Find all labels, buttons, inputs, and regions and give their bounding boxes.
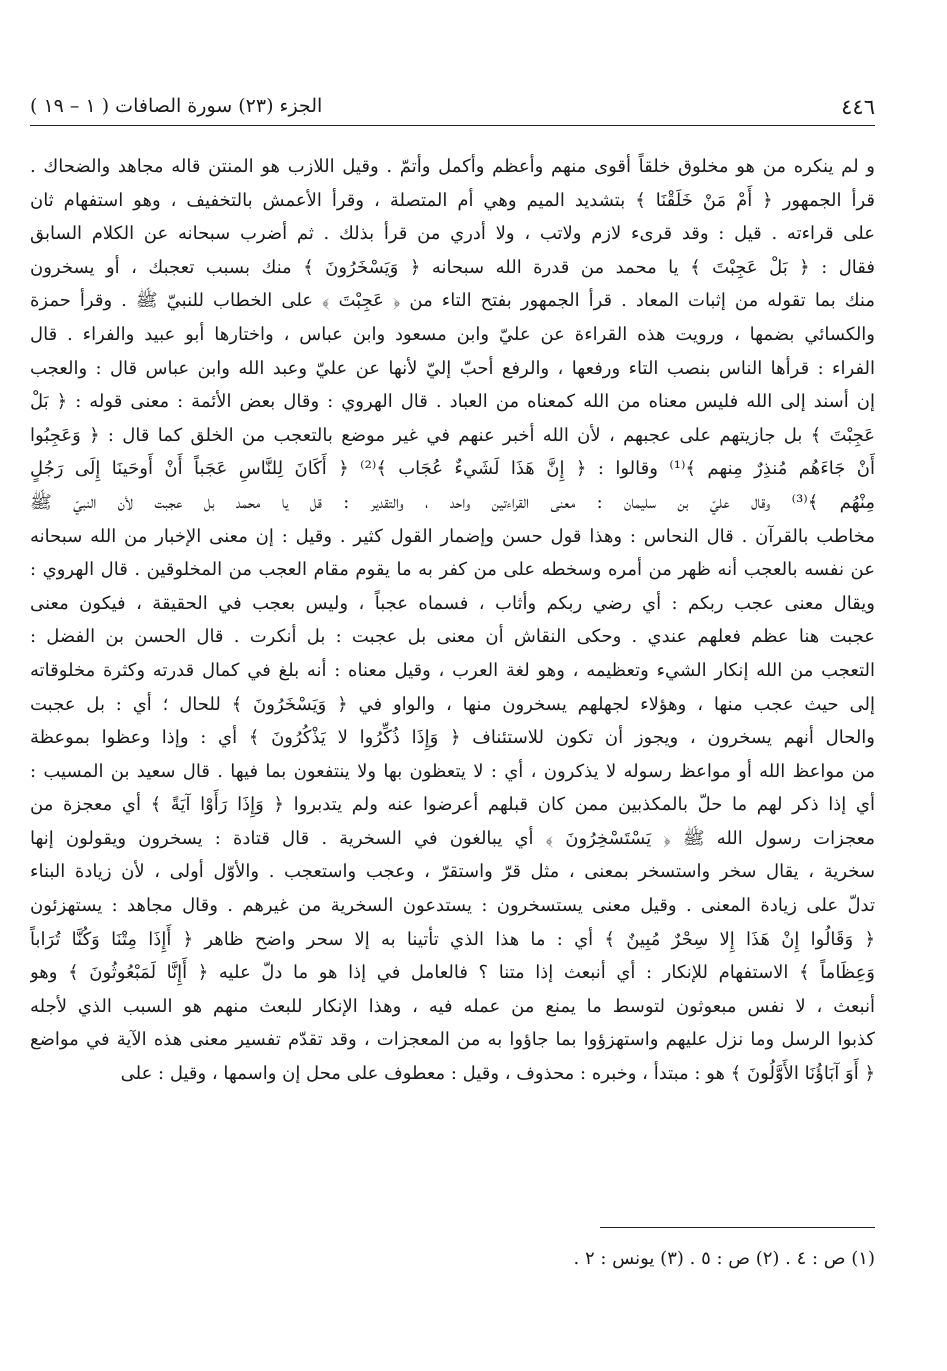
text-line: عجبت هنا عظم فعلهم عندي . وحكى النقاش أن معنى بل عجبت : بل أنكرت . قال الحسن بن الفضل : [30, 626, 875, 648]
text-line: و لم ينكره من هو مخلوق خلقاً أقوى منهم وأعظم وأكمل وأتمّ . وقيل اللازب هو المنتن قاله مجاهد والضحاك . [30, 156, 875, 177]
footnotes: (١) ص : ٤ . (٢) ص : ٥ . (٣) يونس : ٢ . [573, 1248, 875, 1269]
text-line: قرأ الجمهور ﴿ أَمْ مَنْ خَلَقْنَا ﴾ بتشديد الميم وهي أم المتصلة ، وقرأ الأعمش بالتخفيف ، وهو استفهام ثان [30, 189, 875, 211]
text-line: كذبوا الرسل وما نزل عليهم واستهزؤوا بما جاؤوا به من المعجزات ، وقد تقدّم تفسير معنى هذه الآية في مواضع [30, 1029, 875, 1051]
text-line: عن نفسه بالعجب أنه ظهر من أمره وسخطه على من كفر به ما يقوم مقام العجب من المخلوقين . قال الهروي : [30, 559, 875, 581]
text-line: الفراء : قرأها الناس بنصب التاء ورفعها ، والرفع أحبّ إليّ لأنها عن عليّ وعبد الله وابن عباس قال : والعجب [30, 357, 875, 379]
page-header [30, 95, 875, 126]
text-line: أي إذا ذكر لهم ما حلّ بالمكذبين ممن كان قبلهم أعرضوا عنه ولم يتدبروا ﴿ وَإِذَا رَأَوْا آيَةً ﴾ أي معجزة من [30, 794, 875, 816]
footnote-divider [600, 1227, 875, 1228]
text-line: تدلّ على زيادة المعنى . وقيل معنى يستسخرون : يستدعون السخرية من غيرهم . وقال مجاهد : يستهزئون [30, 895, 875, 917]
text-line: أَنْ جَاءَهُم مُنذِرٌ مِنهم ﴾⁽¹⁾ وقالوا : ﴿ إِنَّ هَذَا لَشَيءٌ عُجَاب ﴾⁽²⁾ ﴿ أَكَانَ لِلنَّاسِ عَجَباً أَنْ أَوحَينَا إِلَى رَجُلٍ [30, 458, 875, 480]
text-line: ﴿ وَقَالُوا إِنْ هَذَا إِلا سِحْرٌ مُبِينٌ ﴾ أي : ما هذا الذي تأتينا به إلا سحر واضح ظاهر ﴿ أَإِذَا مِتْنَا وَكُنَّا تُرَاباً [30, 928, 875, 950]
text-line: والكسائي بضمها ، ورويت هذه القراءة عن عليّ وابن مسعود وابن عباس ، واختارها أبو عبيد والفراء . قال [30, 323, 875, 345]
text-line: سخرية ، يقال سخر واستسخر بمعنى ، مثل قرّ واستقرّ ، وعجب واستعجب . والأوّل أولى ، لأن زيادة البناء [30, 861, 875, 883]
text-line: ويقال معنى عجب ربكم : أي رضي ربكم وأثاب ، فسماه عجباً ، وليس بعجب في الحقيقة ، فيكون معنى [30, 592, 875, 614]
text-line: عَجِبْتَ ﴾ بل جازيتهم على عجبهم ، لأن الله أخبر عنهم في غير موضع بالتعجب من الخلق كما قال : ﴿ وَعَجِبُوا [30, 424, 875, 446]
text-line: مخاطب بالقرآن . قال النحاس : وهذا قول حسن وإضمار القول كثير . وقيل : إن معنى الإخبار من الله سبحانه [30, 525, 875, 547]
text-line: على قراءته . قيل : وقد قرىء لازم ولاتب ، ولا أدري من قرأ بذلك . ثم أضرب سبحانه عن الكلام السابق [30, 223, 875, 245]
text-line: من مواعظ الله أو مواعظ رسوله لا يذكرون ، أي : لا يتعظون بها ولا ينتفعون بما فيها . قال سعيد بن المسيب : [30, 760, 875, 782]
text-line: إلى حيث عجب منها ، وهؤلاء لجهلهم يسخرون منها ، والواو في ﴿ وَيَسْخَرُونَ ﴾ للحال ؛ أي : بل عجبت [30, 693, 875, 715]
text-line: أنبعث ، لا نفس مبعوثون لتوسط ما يمنع من عمله فيه ، وهذا الإنكار للبعث منهم هو السبب الذي لأجله [30, 995, 875, 1017]
text-line: وَعِظَاماً ﴾ الاستفهام للإنكار : أي أنبعث إذا متنا ؟ فالعامل في إذا هو ما دلّ عليه ﴿ أَإِنَّا لَمَبْعُوثُونَ ﴾ وهو [30, 962, 875, 984]
text-line: منك بما تقوله من إثبات المعاد . قرأ الجمهور بفتح التاء من ﴿ عَجِبْتَ ﴾ على الخطاب للنبيّ ﷺ . وقرأ حمزة [30, 290, 875, 312]
page-number: ٤٤٦ [841, 95, 875, 119]
running-title: الجزء (٢٣) سورة الصافات ( ١ – ١٩ ) [30, 95, 323, 117]
text-line: إن أسند إلى الله فليس معناه من الله كمعناه من العباد . قال الهروي : وقال بعض الأئمة : معنى قوله : ﴿ بَلْ [30, 391, 875, 413]
text-line: فقال : ﴿ بَلْ عَجِبْتَ ﴾ يا محمد من قدرة الله سبحانه ﴿ وَيَسْخَرُونَ ﴾ منك بسبب تعجبك ، أو يسخرون [30, 256, 875, 278]
text-line: والحال أنهم يسخرون ، ويجوز أن تكون للاستئناف ﴿ وَإِذَا ذُكِّرُوا لا يَذْكُرُونَ ﴾ أي : وإذا وعظوا بموعظة [30, 727, 875, 749]
text-line: معجزات رسول الله ﷺ ﴿ يَسْتَسْخِرُونَ ﴾ أي يبالغون في السخرية . قال قتادة : يسخرون ويقولون إنها [30, 827, 875, 849]
text-line: ﴿ أَوَ آبَاؤُنَا الأَوَّلُونَ ﴾ هو : مبتدأ ، وخبره : محذوف ، وقيل : معطوف على محل إن واسمها ، وقيل : على [120, 1063, 875, 1085]
text-line: التعجب من الله إنكار الشيء وتعظيمه ، وهو لغة العرب ، وقيل معناه : أنه بلغ في كمال قدرته وكثرة مخلوقاته [30, 659, 875, 681]
text-line: مِنْهُم ﴾⁽³⁾ وقال عليّ بن سليمان : معنى القراءتين واحد ، والتقدير : قل يا محمد بل عجبت لأن النبيّ ﷺ [30, 491, 875, 513]
tafsir-text-body [30, 150, 875, 1220]
